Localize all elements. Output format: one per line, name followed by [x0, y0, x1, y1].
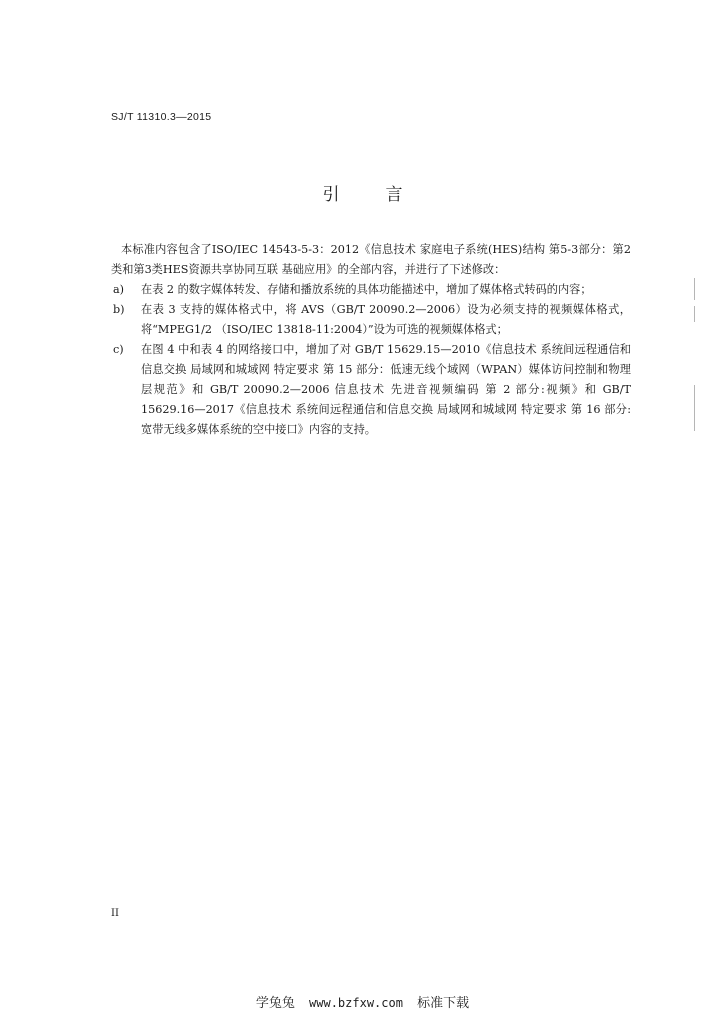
footer-left-text: 学兔兔 [255, 996, 295, 1011]
document-id: SJ/T 11310.3—2015 [111, 111, 212, 123]
footer-site-link[interactable]: www.bzfxw.com [309, 996, 403, 1010]
list-item-label: a) [113, 283, 125, 296]
footer-watermark [0, 992, 725, 1011]
list-item-text: 在表 3 支持的媒体格式中，将 AVS（GB/T 20090.2—2006）设为必须支持的视频媒体格式，将“MPEG1/2 （ISO/IEC 13818-11:2004）”设为可选的视频媒体格式； [141, 303, 631, 336]
scan-artifact-line [694, 278, 695, 300]
body-text [111, 240, 631, 440]
list-item [111, 340, 631, 440]
list-item-label: b) [113, 303, 125, 316]
list-item-label: c) [113, 343, 124, 356]
scan-artifact-line [694, 306, 695, 322]
page-title [0, 180, 725, 205]
intro-paragraph: 本标准内容包含了ISO/IEC 14543-5-3：2012《信息技术 家庭电子系统(HES)结构 第5-3部分：第2类和第3类HES资源共享协同互联 基础应用》的全部内容，并进行了下述修改： [111, 243, 631, 276]
list-item-text: 在表 2 的数字媒体转发、存储和播放系统的具体功能描述中，增加了媒体格式转码的内容； [141, 283, 592, 296]
title-char-2: 言 [385, 185, 403, 205]
footer-right-text: 标准下载 [417, 996, 470, 1011]
title-char-1: 引 [322, 185, 340, 205]
page-number: II [111, 908, 119, 919]
list-item [111, 280, 631, 300]
list-item [111, 300, 631, 340]
scan-artifact-line [694, 385, 695, 431]
list-item-text: 在图 4 中和表 4 的网络接口中，增加了对 GB/T 15629.15—2010《信息技术 系统间远程通信和信息交换 局域网和城域网 特定要求 第 15 部分：低速无线个域网（WPAN）媒体访问控制和物理层规范》和 GB/T 20090.2—2006 信息技术 先进音视频编码 第 2 部分:视频》和 GB/T 15629.16—2017《信息技术 系统间远程通信和信息交换 局域网和城域网 特定要求 第 16 部分:宽带无线多媒体系统的空中接口》内容的支持。 [141, 343, 631, 436]
